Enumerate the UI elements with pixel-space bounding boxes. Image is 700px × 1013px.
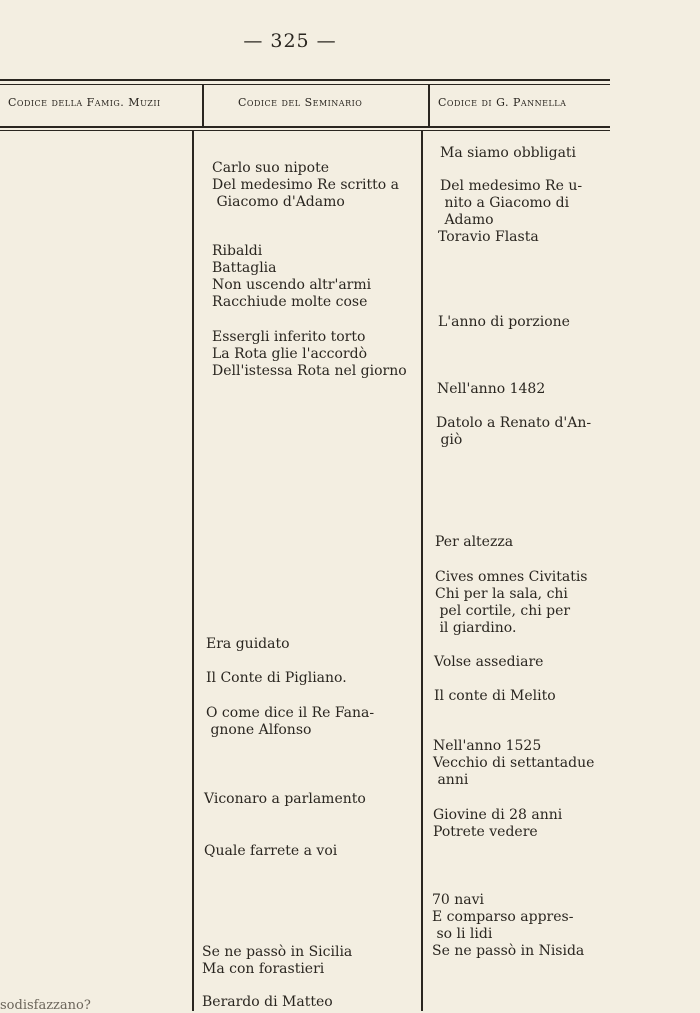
column-divider-1 — [202, 84, 204, 126]
list-item: Carlo suo nipote — [212, 160, 329, 176]
column-divider-1-body — [192, 130, 194, 1011]
list-item: Se ne passò in Nisida — [432, 943, 585, 959]
header-seminario: Codice del Seminario — [238, 96, 363, 109]
top-rule-thin — [0, 84, 610, 85]
column-divider-2 — [428, 84, 430, 126]
list-item: Nell'anno 1482 — [437, 381, 546, 397]
list-item: Giovine di 28 anni — [433, 807, 563, 823]
list-item: L'anno di porzione — [438, 314, 570, 330]
list-item: Potrete vedere — [433, 824, 538, 840]
list-item: Ma con forastieri — [202, 961, 325, 977]
top-rule — [0, 79, 610, 81]
list-item: anni — [433, 772, 469, 788]
list-item: Del medesimo Re scritto a — [212, 177, 400, 193]
list-item: Se ne passò in Sicilia — [202, 944, 353, 960]
list-item: Del medesimo Re u- — [440, 178, 583, 194]
header-famiglia-muzi: Codice della Famig. Muzii — [8, 96, 161, 109]
list-item: 70 navi — [432, 892, 485, 908]
list-item: Battaglia — [212, 260, 277, 276]
list-item: Berardo di Matteo — [202, 994, 333, 1010]
cut-off-text: sodisfazzano? — [0, 998, 91, 1013]
list-item: Racchiude molte cose — [212, 294, 368, 310]
list-item: Quale farrete a voi — [204, 843, 338, 859]
list-item: so li lidi — [432, 926, 493, 942]
header-bottom-rule-thin — [0, 130, 610, 131]
page-number: — 325 — — [243, 30, 337, 52]
list-item: Ma siamo obbligati — [440, 145, 577, 161]
list-item: Nell'anno 1525 — [433, 738, 542, 754]
list-item: O come dice il Re Fana- — [206, 705, 375, 721]
list-item: Toravio Flasta — [438, 229, 539, 245]
list-item: Non uscendo altr'armi — [212, 277, 372, 293]
list-item: il giardino. — [435, 620, 517, 636]
list-item: Volse assediare — [434, 654, 544, 670]
list-item: Per altezza — [435, 534, 514, 550]
list-item: gnone Alfonso — [206, 722, 312, 738]
list-item: pel cortile, chi per — [435, 603, 571, 619]
list-item: Giacomo d'Adamo — [212, 194, 345, 210]
list-item: Ribaldi — [212, 243, 263, 259]
list-item: Chi per la sala, chi — [435, 586, 568, 602]
list-item: Viconaro a parlamento — [204, 791, 366, 807]
list-item: E comparso appres- — [432, 909, 574, 925]
list-item: Essergli inferito torto — [212, 329, 366, 345]
list-item: Adamo — [440, 212, 494, 228]
list-item: La Rota glie l'accordò — [212, 346, 368, 362]
list-item: Cives omnes Civitatis — [435, 569, 588, 585]
list-item: giò — [436, 432, 463, 448]
list-item: Il Conte di Pigliano. — [206, 670, 347, 686]
column-divider-2-body — [421, 130, 423, 1011]
list-item: Datolo a Renato d'An- — [436, 415, 592, 431]
list-item: Dell'istessa Rota nel giorno — [212, 363, 407, 379]
list-item: Era guidato — [206, 636, 290, 652]
list-item: Il conte di Melito — [434, 688, 556, 704]
list-item: nito a Giacomo di — [440, 195, 570, 211]
header-bottom-rule — [0, 126, 610, 128]
list-item: Vecchio di settantadue — [433, 755, 595, 771]
header-pannella: Codice di G. Pannella — [438, 96, 567, 109]
